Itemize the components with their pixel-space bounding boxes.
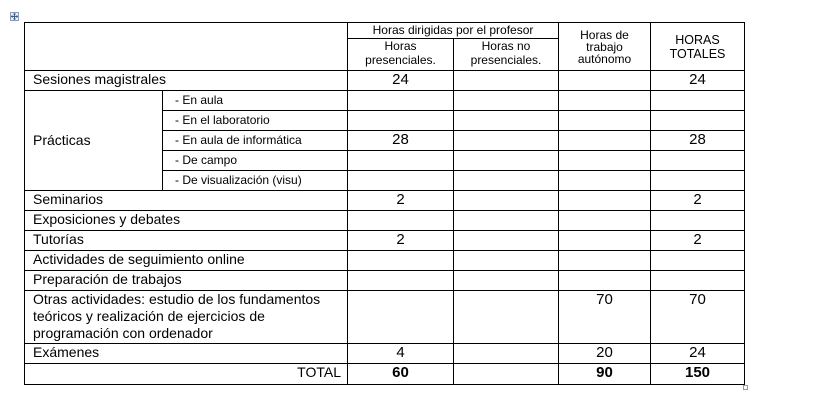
cell-presenciales: [348, 271, 454, 291]
cell-presenciales: 24: [348, 71, 454, 91]
cell-autonomo: [559, 111, 651, 131]
cell-presenciales: 2: [348, 191, 454, 211]
total-no-presenciales: [454, 364, 559, 385]
cell-totales: [651, 271, 745, 291]
cell-presenciales: [348, 291, 454, 344]
row-preparacion: [25, 271, 745, 291]
cell-totales: 2: [651, 191, 745, 211]
row-sublabel: - En aula de informática: [163, 131, 348, 151]
cell-no-presenciales: [454, 344, 559, 364]
total-presenciales: 60: [348, 364, 454, 385]
cell-autonomo: [559, 211, 651, 231]
row-otras-actividades: [25, 291, 745, 344]
cell-totales: 2: [651, 231, 745, 251]
cell-presenciales: [348, 91, 454, 111]
row-label: Preparación de trabajos: [25, 271, 348, 291]
row-practicas-aula: [25, 91, 745, 111]
cell-autonomo: [559, 271, 651, 291]
row-label: Seminarios: [25, 191, 348, 211]
header-no-presenciales: Horas no presenciales.: [454, 39, 559, 71]
row-examenes: [25, 344, 745, 364]
cell-presenciales: [348, 111, 454, 131]
cell-no-presenciales: [454, 291, 559, 344]
cell-totales: 24: [651, 344, 745, 364]
table-move-handle[interactable]: [10, 12, 19, 21]
cell-autonomo: [559, 171, 651, 191]
row-label: Exámenes: [25, 344, 348, 364]
total-autonomo: 90: [559, 364, 651, 385]
row-label: Otras actividades: estudio de los fundamentos teóricos y realización de ejercicios de programación con ordenador: [25, 291, 348, 344]
cell-totales: 70: [651, 291, 745, 344]
cell-presenciales: [348, 211, 454, 231]
hours-table: [24, 22, 745, 385]
total-label: TOTAL: [25, 364, 348, 385]
cell-totales: [651, 251, 745, 271]
practicas-label: Prácticas: [25, 91, 163, 191]
row-label: Actividades de seguimiento online: [25, 251, 348, 271]
cell-no-presenciales: [454, 211, 559, 231]
cell-presenciales: 2: [348, 231, 454, 251]
move-arrows-icon: [11, 13, 18, 20]
header-totales: HORAS TOTALES: [651, 23, 745, 71]
cell-totales: [651, 91, 745, 111]
row-label: Sesiones magistrales: [25, 71, 348, 91]
row-sublabel: - En el laboratorio: [163, 111, 348, 131]
cell-no-presenciales: [454, 151, 559, 171]
cell-presenciales: [348, 251, 454, 271]
header-row-1: [25, 23, 745, 39]
cell-totales: [651, 171, 745, 191]
row-label: Tutorías: [25, 231, 348, 251]
cell-totales: [651, 211, 745, 231]
table-resize-handle[interactable]: [743, 385, 748, 390]
cell-totales: 28: [651, 131, 745, 151]
cell-presenciales: [348, 171, 454, 191]
row-actividades-online: [25, 251, 745, 271]
cell-totales: [651, 111, 745, 131]
cell-totales: 24: [651, 71, 745, 91]
row-label: Exposiciones y debates: [25, 211, 348, 231]
cell-autonomo: [559, 231, 651, 251]
cell-autonomo: [559, 151, 651, 171]
cell-totales: [651, 151, 745, 171]
cell-no-presenciales: [454, 191, 559, 211]
header-autonomo: Horas de trabajo autónomo: [559, 23, 651, 71]
cell-autonomo: [559, 91, 651, 111]
row-total: [25, 364, 745, 385]
cell-autonomo: [559, 131, 651, 151]
header-presenciales: Horas presenciales.: [348, 39, 454, 71]
row-sublabel: - En aula: [163, 91, 348, 111]
cell-autonomo: [559, 71, 651, 91]
row-sesiones: [25, 71, 745, 91]
cell-no-presenciales: [454, 91, 559, 111]
cell-no-presenciales: [454, 271, 559, 291]
row-exposiciones: [25, 211, 745, 231]
total-totales: 150: [651, 364, 745, 385]
cell-presenciales: 4: [348, 344, 454, 364]
cell-autonomo: 70: [559, 291, 651, 344]
cell-presenciales: [348, 151, 454, 171]
cell-no-presenciales: [454, 171, 559, 191]
row-tutorias: [25, 231, 745, 251]
cell-no-presenciales: [454, 111, 559, 131]
header-group-dirigidas: Horas dirigidas por el profesor: [348, 23, 559, 39]
cell-no-presenciales: [454, 231, 559, 251]
cell-autonomo: 20: [559, 344, 651, 364]
cell-no-presenciales: [454, 71, 559, 91]
row-seminarios: [25, 191, 745, 211]
header-empty-cell: [25, 23, 348, 71]
cell-no-presenciales: [454, 251, 559, 271]
row-sublabel: - De visualización (visu): [163, 171, 348, 191]
cell-presenciales: 28: [348, 131, 454, 151]
row-sublabel: - De campo: [163, 151, 348, 171]
cell-autonomo: [559, 251, 651, 271]
cell-autonomo: [559, 191, 651, 211]
cell-no-presenciales: [454, 131, 559, 151]
